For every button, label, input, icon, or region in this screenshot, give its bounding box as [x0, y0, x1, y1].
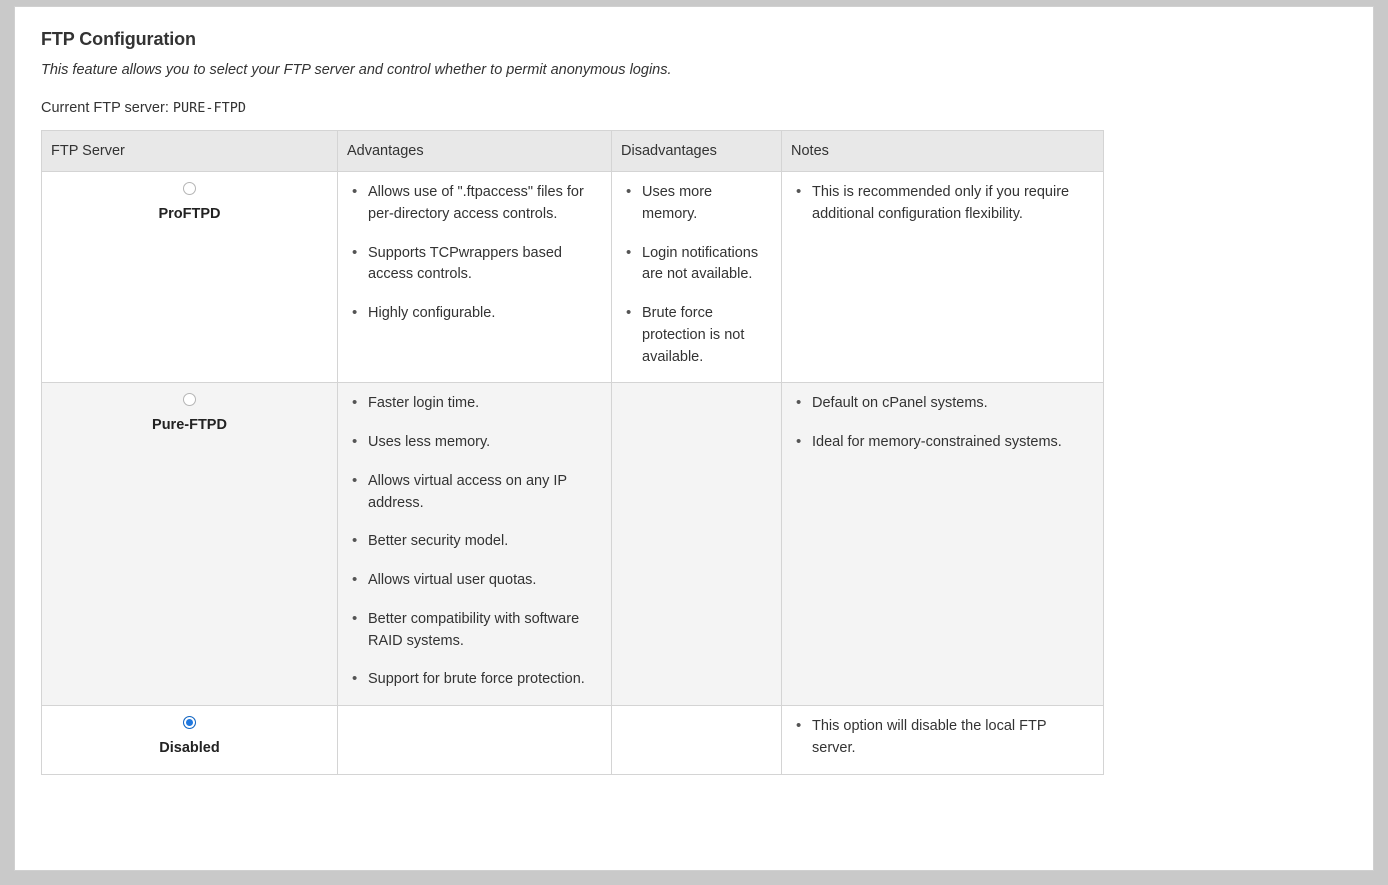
advantages-cell-pure-ftpd — [338, 383, 612, 706]
table-head — [42, 131, 1104, 172]
column-header-advantages: Advantages — [338, 131, 612, 172]
disadvantages-cell-pure-ftpd — [612, 383, 782, 706]
column-header-disadvantages: Disadvantages — [612, 131, 782, 172]
list-item: • This is recommended only if you require additional configuration flexibility. — [792, 182, 1093, 226]
list-item: • This option will disable the local FTP server. — [792, 716, 1093, 760]
list-item: • Supports TCPwrappers based access controls. — [348, 243, 601, 287]
server-option-pure-ftpd[interactable] — [42, 383, 338, 706]
page-title: FTP Configuration — [41, 29, 196, 49]
ftp-configuration-panel — [14, 6, 1374, 871]
column-header-notes: Notes — [782, 131, 1104, 172]
radio-pure-ftpd[interactable] — [183, 393, 196, 406]
server-label-proftpd: ProFTPD — [158, 206, 221, 222]
radio-proftpd[interactable] — [183, 182, 196, 195]
disadvantages-cell-disabled — [612, 706, 782, 775]
current-ftp-server-label: Current FTP server: — [41, 100, 169, 116]
list-item: • Uses less memory. — [348, 432, 601, 454]
current-ftp-server-value: PURE-FTPD — [172, 100, 247, 116]
list-item: • Ideal for memory-constrained systems. — [792, 432, 1093, 454]
notes-cell-disabled — [782, 706, 1104, 775]
list-item: • Default on cPanel systems. — [792, 393, 1093, 415]
current-ftp-server — [41, 100, 1347, 116]
server-option-disabled[interactable] — [42, 706, 338, 775]
list-item: • Faster login time. — [348, 393, 601, 415]
notes-list — [792, 182, 1093, 226]
table-body — [42, 172, 1104, 775]
column-header-ftp-server: FTP Server — [42, 131, 338, 172]
advantages-list — [348, 393, 601, 691]
server-label-disabled: Disabled — [159, 740, 220, 756]
list-item: • Highly configurable. — [348, 303, 601, 325]
notes-cell-proftpd — [782, 172, 1104, 383]
notes-list — [792, 393, 1093, 454]
page-subtitle: This feature allows you to select your FTP server and control whether to permit anonymous logins. — [41, 62, 672, 78]
list-item: • Allows virtual access on any IP address. — [348, 471, 601, 515]
table-row — [42, 706, 1104, 775]
advantages-cell-proftpd — [338, 172, 612, 383]
list-item: • Login notifications are not available. — [622, 243, 771, 287]
table-row — [42, 172, 1104, 383]
list-item: • Better security model. — [348, 531, 601, 553]
radio-disabled[interactable] — [183, 716, 196, 729]
table-row — [42, 383, 1104, 706]
server-option-proftpd[interactable] — [42, 172, 338, 383]
server-label-pure-ftpd: Pure-FTPD — [152, 417, 227, 434]
advantages-list — [348, 182, 601, 325]
disadvantages-cell-proftpd — [612, 172, 782, 383]
list-item: • Allows virtual user quotas. — [348, 570, 601, 592]
advantages-cell-disabled — [338, 706, 612, 775]
ftp-server-table — [41, 130, 1104, 775]
list-item: • Allows use of ".ftpaccess" files for per-directory access controls. — [348, 182, 601, 226]
list-item: • Better compatibility with software RAID systems. — [348, 609, 601, 653]
list-item: • Support for brute force protection. — [348, 669, 601, 691]
notes-list — [792, 716, 1093, 760]
notes-cell-pure-ftpd — [782, 383, 1104, 706]
table-header-row — [42, 131, 1104, 172]
list-item: • Uses more memory. — [622, 182, 771, 226]
disadvantages-list — [622, 182, 771, 368]
list-item: • Brute force protection is not available. — [622, 303, 771, 368]
